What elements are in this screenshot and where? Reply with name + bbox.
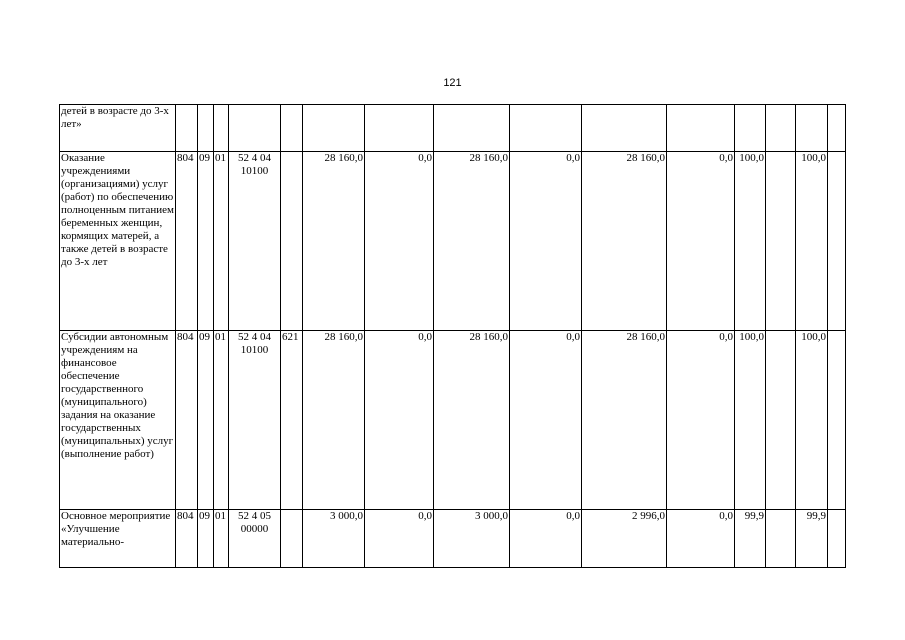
cell-actual: 28 160,0	[582, 152, 667, 331]
cell-section: 09	[198, 510, 214, 568]
cell-target-article: 52 4 04 10100	[229, 152, 281, 331]
cell-plan: 3 000,0	[303, 510, 365, 568]
table-row	[60, 152, 846, 331]
cell-percent: 100,0	[735, 331, 766, 510]
cell-ministry: 804	[176, 331, 198, 510]
cell-plan	[303, 105, 365, 152]
cell-percent-local	[828, 331, 846, 510]
cell-percent-local	[828, 105, 846, 152]
cell-percent-federal	[766, 152, 796, 331]
cell-section: 09	[198, 331, 214, 510]
row-name: Субсидии автономным учреждениям на финансовое обеспечение государственного (муниципального) задания на оказание государственных (муниципальных) услуг (выполнение работ)	[60, 331, 176, 510]
cell-plan-local	[510, 105, 582, 152]
cell-actual-federal: 0,0	[667, 331, 735, 510]
cell-target-article: 52 4 04 10100	[229, 331, 281, 510]
table-row	[60, 331, 846, 510]
cell-expense-type	[281, 105, 303, 152]
cell-target-article	[229, 105, 281, 152]
table-row	[60, 510, 846, 568]
cell-subsection	[214, 105, 229, 152]
cell-percent-local	[828, 152, 846, 331]
cell-plan-local: 0,0	[510, 510, 582, 568]
row-name: Оказание учреждениями (организациями) услуг (работ) по обеспечению полноценным питанием беременных женщин, кормящих матерей, а также детей в возрасте до 3-х лет	[60, 152, 176, 331]
cell-percent-regional: 100,0	[796, 331, 828, 510]
cell-percent	[735, 105, 766, 152]
cell-plan: 28 160,0	[303, 331, 365, 510]
cell-plan-regional: 3 000,0	[434, 510, 510, 568]
cell-section: 09	[198, 152, 214, 331]
cell-plan-regional	[434, 105, 510, 152]
cell-plan-federal: 0,0	[365, 331, 434, 510]
cell-actual-federal: 0,0	[667, 510, 735, 568]
cell-actual: 2 996,0	[582, 510, 667, 568]
cell-percent: 99,9	[735, 510, 766, 568]
cell-plan-local: 0,0	[510, 152, 582, 331]
cell-plan-regional: 28 160,0	[434, 331, 510, 510]
cell-actual: 28 160,0	[582, 331, 667, 510]
cell-section	[198, 105, 214, 152]
cell-percent-federal	[766, 105, 796, 152]
cell-plan-federal	[365, 105, 434, 152]
cell-subsection: 01	[214, 152, 229, 331]
cell-percent-regional	[796, 105, 828, 152]
cell-subsection: 01	[214, 331, 229, 510]
row-name: детей в возрасте до 3-х лет»	[60, 105, 176, 152]
cell-subsection: 01	[214, 510, 229, 568]
cell-percent-federal	[766, 331, 796, 510]
cell-percent: 100,0	[735, 152, 766, 331]
cell-percent-regional: 100,0	[796, 152, 828, 331]
cell-percent-regional: 99,9	[796, 510, 828, 568]
cell-expense-type	[281, 152, 303, 331]
cell-plan-federal: 0,0	[365, 510, 434, 568]
cell-plan-regional: 28 160,0	[434, 152, 510, 331]
cell-plan: 28 160,0	[303, 152, 365, 331]
cell-plan-federal: 0,0	[365, 152, 434, 331]
cell-percent-local	[828, 510, 846, 568]
cell-actual-federal: 0,0	[667, 152, 735, 331]
cell-percent-federal	[766, 510, 796, 568]
cell-ministry: 804	[176, 152, 198, 331]
row-name: Основное мероприятие «Улучшение материально-	[60, 510, 176, 568]
cell-expense-type: 621	[281, 331, 303, 510]
table-row	[60, 105, 846, 152]
cell-target-article: 52 4 05 00000	[229, 510, 281, 568]
budget-table	[59, 104, 846, 568]
cell-expense-type	[281, 510, 303, 568]
cell-actual	[582, 105, 667, 152]
cell-plan-local: 0,0	[510, 331, 582, 510]
cell-ministry: 804	[176, 510, 198, 568]
cell-ministry	[176, 105, 198, 152]
cell-actual-federal	[667, 105, 735, 152]
page-number: 121	[443, 77, 462, 89]
